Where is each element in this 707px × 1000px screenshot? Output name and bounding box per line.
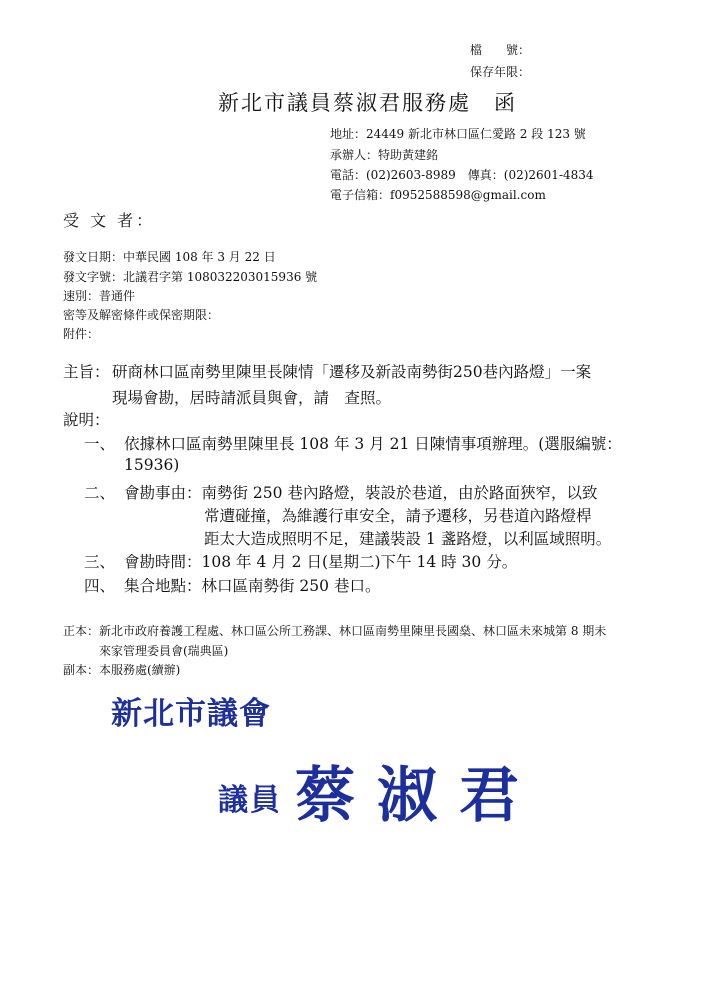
item-2-number: 二、: [84, 484, 116, 502]
item-3-number: 三、: [84, 553, 116, 571]
explanation-label: 說明：: [63, 411, 110, 429]
item-4-number: 四、: [84, 577, 116, 595]
address-line: 地址：24449 新北市林口區仁愛路 2 段 123 號: [330, 127, 586, 141]
recipient-label: 受 文 者：: [63, 211, 156, 230]
item-1-line-2: 15936): [124, 456, 180, 474]
item-4-line-1: 集合地點：林口區南勢街 250 巷口。: [124, 577, 381, 595]
item-3-line-1: 會勘時間：108 年 4 月 2 日(星期二)下午 14 時 30 分。: [124, 553, 518, 571]
attachment-label: 附件：: [63, 327, 100, 341]
item-2-line-2: 常遭碰撞，為維護行車安全，請予遷移，另巷道內路燈桿: [204, 507, 592, 525]
file-number-label: 檔 號：: [470, 43, 531, 57]
subject-line-1: 研商林口區南勢里陳里長陳情「遷移及新設南勢街250巷內路燈」一案: [112, 363, 592, 381]
item-1-number: 一、: [84, 435, 116, 453]
secrecy-level: 密等及解密條件或保密期限：: [63, 308, 220, 322]
issue-date: 發文日期：中華民國 108 年 3 月 22 日: [63, 250, 276, 264]
stamp-council-name: 新北市議會: [111, 696, 271, 732]
main-recipients-line-2: 來家管理委員會(瑞典區): [99, 644, 229, 658]
speed-class: 速別：普通件: [63, 289, 136, 303]
retention-period-label: 保存年限：: [470, 65, 531, 79]
item-1-line-1: 依據林口區南勢里陳里長 108 年 3 月 21 日陳情事項辦理。(選服編號：: [124, 435, 622, 453]
stamp-role: 議員: [218, 783, 282, 818]
email-line: 電子信箱：f0952588598@gmail.com: [330, 188, 546, 202]
phone-fax-line: 電話：(02)2603-8989 傳真：(02)2601-4834: [330, 168, 594, 182]
subject-label: 主旨：: [63, 363, 110, 381]
stamp-councillor-name: 蔡淑君: [295, 761, 541, 831]
document-title: 新北市議員蔡淑君服務處 函: [218, 91, 517, 115]
main-recipients-line-1: 正本：新北市政府養護工程處、林口區公所工務課、林口區南勢里陳里長國燊、林口區未來城第 8 期未: [63, 624, 607, 638]
item-2-line-1: 會勘事由：南勢街 250 巷內路燈，裝設於巷道，由於路面狹窄，以致: [124, 484, 598, 502]
document-number: 發文字號：北議君字第 108032203015936 號: [63, 270, 318, 284]
item-2-line-3: 距太大造成照明不足，建議裝設 1 盞路燈，以利區域照明。: [204, 530, 612, 548]
copy-recipients: 副本：本服務處(續辦): [63, 663, 181, 677]
subject-line-2: 現場會勘，居時請派員與會，請 查照。: [112, 389, 392, 407]
handler-line: 承辦人：特助黃建銘: [330, 148, 439, 162]
